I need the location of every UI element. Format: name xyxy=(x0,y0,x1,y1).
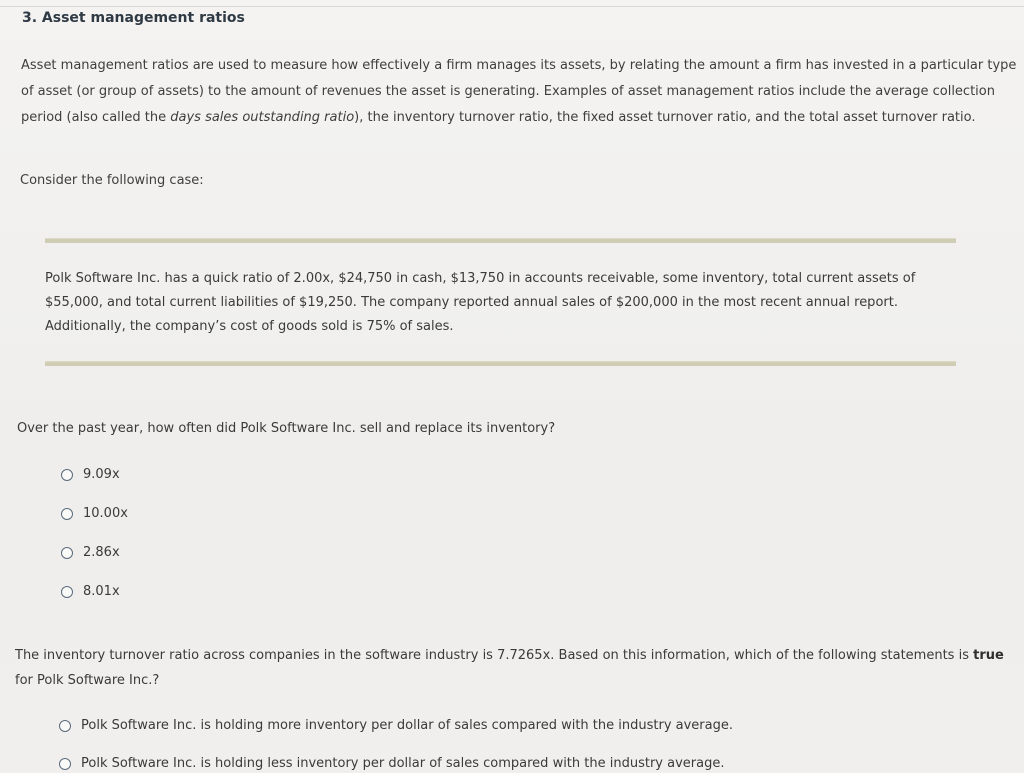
option-label: Polk Software Inc. is holding more inventory per dollar of sales compared with the industry average. xyxy=(81,718,733,733)
intro-paragraph xyxy=(21,53,1021,131)
question-1-option-d[interactable] xyxy=(61,584,120,599)
question-1-option-a[interactable] xyxy=(61,467,120,482)
case-divider-top xyxy=(45,238,956,243)
question-2-option-a[interactable] xyxy=(59,718,733,733)
question-2-option-b[interactable] xyxy=(59,756,724,771)
case-divider-bottom xyxy=(45,361,956,366)
section-title: 3. Asset management ratios xyxy=(22,10,245,26)
intro-text-end: ), the inventory turnover ratio, the fixed asset turnover ratio, and the total asset turnover ratio. xyxy=(354,110,976,125)
radio-button-icon[interactable] xyxy=(61,508,73,520)
radio-button-icon[interactable] xyxy=(61,547,73,559)
question-1-option-c[interactable] xyxy=(61,545,120,560)
question-2-emphasis: true xyxy=(973,648,1004,663)
consider-label: Consider the following case: xyxy=(20,173,204,188)
option-label: 2.86x xyxy=(83,545,120,560)
case-text: Polk Software Inc. has a quick ratio of 2.00x, $24,750 in cash, $13,750 in accounts receivable, some inventory, total current assets of $55,000, and total current liabilities of $19,250. The company reported annual sales of $200,000 in the most recent annual report. Additionally, the company’s cost of goods sold is 75% of sales. xyxy=(45,271,916,334)
radio-button-icon[interactable] xyxy=(59,720,71,732)
radio-button-icon[interactable] xyxy=(61,469,73,481)
top-divider xyxy=(0,6,1024,7)
question-1-option-b[interactable] xyxy=(61,506,128,521)
radio-button-icon[interactable] xyxy=(59,758,71,770)
option-label: 8.01x xyxy=(83,584,120,599)
question-2-text-start: The inventory turnover ratio across companies in the software industry is 7.7265x. Based on this information, which of the following statements is xyxy=(15,648,974,663)
option-label: 9.09x xyxy=(83,467,120,482)
question-2-text-end: for Polk Software Inc.? xyxy=(15,673,160,688)
option-label: Polk Software Inc. is holding less inventory per dollar of sales compared with the industry average. xyxy=(81,756,725,771)
question-2-text xyxy=(15,643,1015,693)
option-label: 10.00x xyxy=(83,506,128,521)
radio-button-icon[interactable] xyxy=(61,586,73,598)
intro-emphasis: days sales outstanding ratio xyxy=(170,110,355,125)
question-1-text: Over the past year, how often did Polk Software Inc. sell and replace its inventory? xyxy=(17,421,556,436)
intro-text-start: Asset management ratios are used to measure how effectively a firm manages its assets, by relating the amount a firm has invested in a particular type of asset (or group of assets) to the amount of revenues the asset is generating. Examples of asset management ratios include the average collection period (also called the xyxy=(21,58,1017,125)
